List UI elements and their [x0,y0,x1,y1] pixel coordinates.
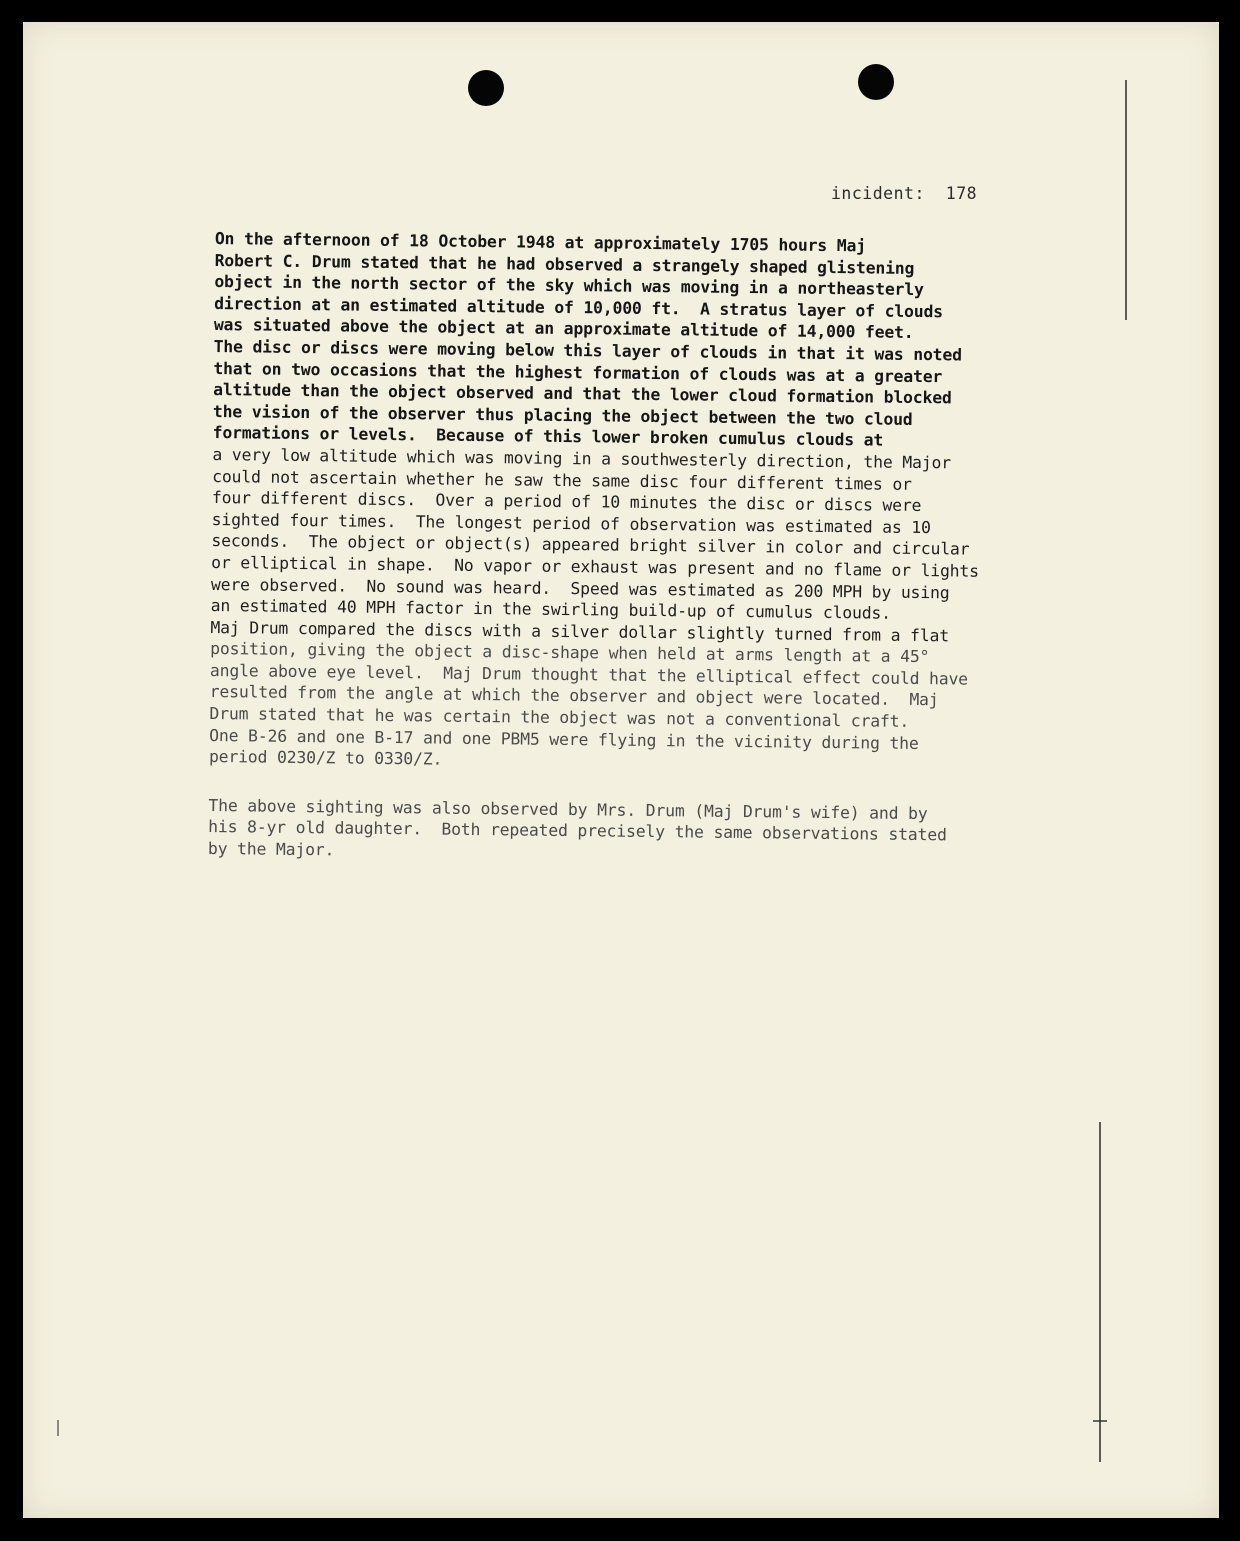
text-line: four different discs. Over a period of 10 minutes the disc or discs were [211,488,922,516]
text-line: by the Major. [207,838,335,860]
text-line: One B-26 and one B-17 and one PBM5 were flying in the vicinity during the [209,725,919,753]
incident-number: incident: 178 [831,184,978,203]
text-line: was situated above the object at an approximate altitude of 14,000 feet. [213,315,914,343]
text-line: could not ascertain whether he saw the same disc four different times or [212,466,912,494]
punch-hole-right [858,64,894,100]
page-edge-line-bottom [1099,1122,1101,1462]
text-line: The disc or discs were moving below this layer of clouds in that it was noted [213,336,963,365]
paragraph-second [208,795,1069,870]
text-line: Drum stated that he was certain the object was not a conventional craft. [209,704,910,731]
page-edge-line-top [1125,80,1127,320]
text-line: or elliptical in shape. No vapor or exhaust was present and no flame or lights [211,552,979,581]
paragraph-main [209,228,1075,778]
text-line: On the afternoon of 18 October 1948 at approximately 1705 hours Maj [214,228,867,256]
text-line: period 0230/Z to 0330/Z. [208,747,443,769]
text-line: direction at an estimated altitude of 10,000 ft. A stratus layer of clouds [214,293,944,322]
text-line: position, giving the object a disc-shape when held at arms length at a 45° [210,639,930,667]
punch-hole-left [468,70,504,106]
text-line: Maj Drum compared the discs with a silver dollar slightly turned from a flat [210,617,950,646]
text-line: formations or levels. Because of this lower broken cumulus clouds at [212,423,884,450]
text-line: angle above eye level. Maj Drum thought that the elliptical effect could have [209,660,969,689]
text-line: were observed. No sound was heard. Speed was estimated as 200 MPH by using [210,574,950,602]
text-line: that on two occasions that the highest formation of clouds was at a greater [213,358,943,386]
text-line: altitude than the object observed and that the lower cloud formation blocked [213,380,952,408]
text-line: his 8-yr old daughter. Both repeated precisely the same observations stated [208,817,947,845]
text-line: seconds. The object or object(s) appeared bright silver in color and circular [211,531,970,559]
text-line: the vision of the observer thus placing the object between the two cloud [212,401,913,429]
text-line: a very low altitude which was moving in a southwesterly direction, the Major [212,444,952,473]
report-body [208,228,1075,869]
text-line: resulted from the angle at which the observer and object were located. Maj [209,682,939,710]
text-line: sighted four times. The longest period of observation was estimated as 10 [211,509,931,537]
document-page [23,22,1219,1518]
text-line: Robert C. Drum stated that he had observed a strangely shaped glistening [214,250,915,278]
page-edge-tick [1093,1420,1107,1422]
text-line: object in the north sector of the sky which was moving in a northeasterly [214,272,924,300]
text-line: an estimated 40 MPH factor in the swirling build-up of cumulus clouds. [210,596,892,623]
margin-mark [57,1420,69,1436]
text-line: The above sighting was also observed by Mrs. Drum (Maj Drum's wife) and by [208,795,928,823]
